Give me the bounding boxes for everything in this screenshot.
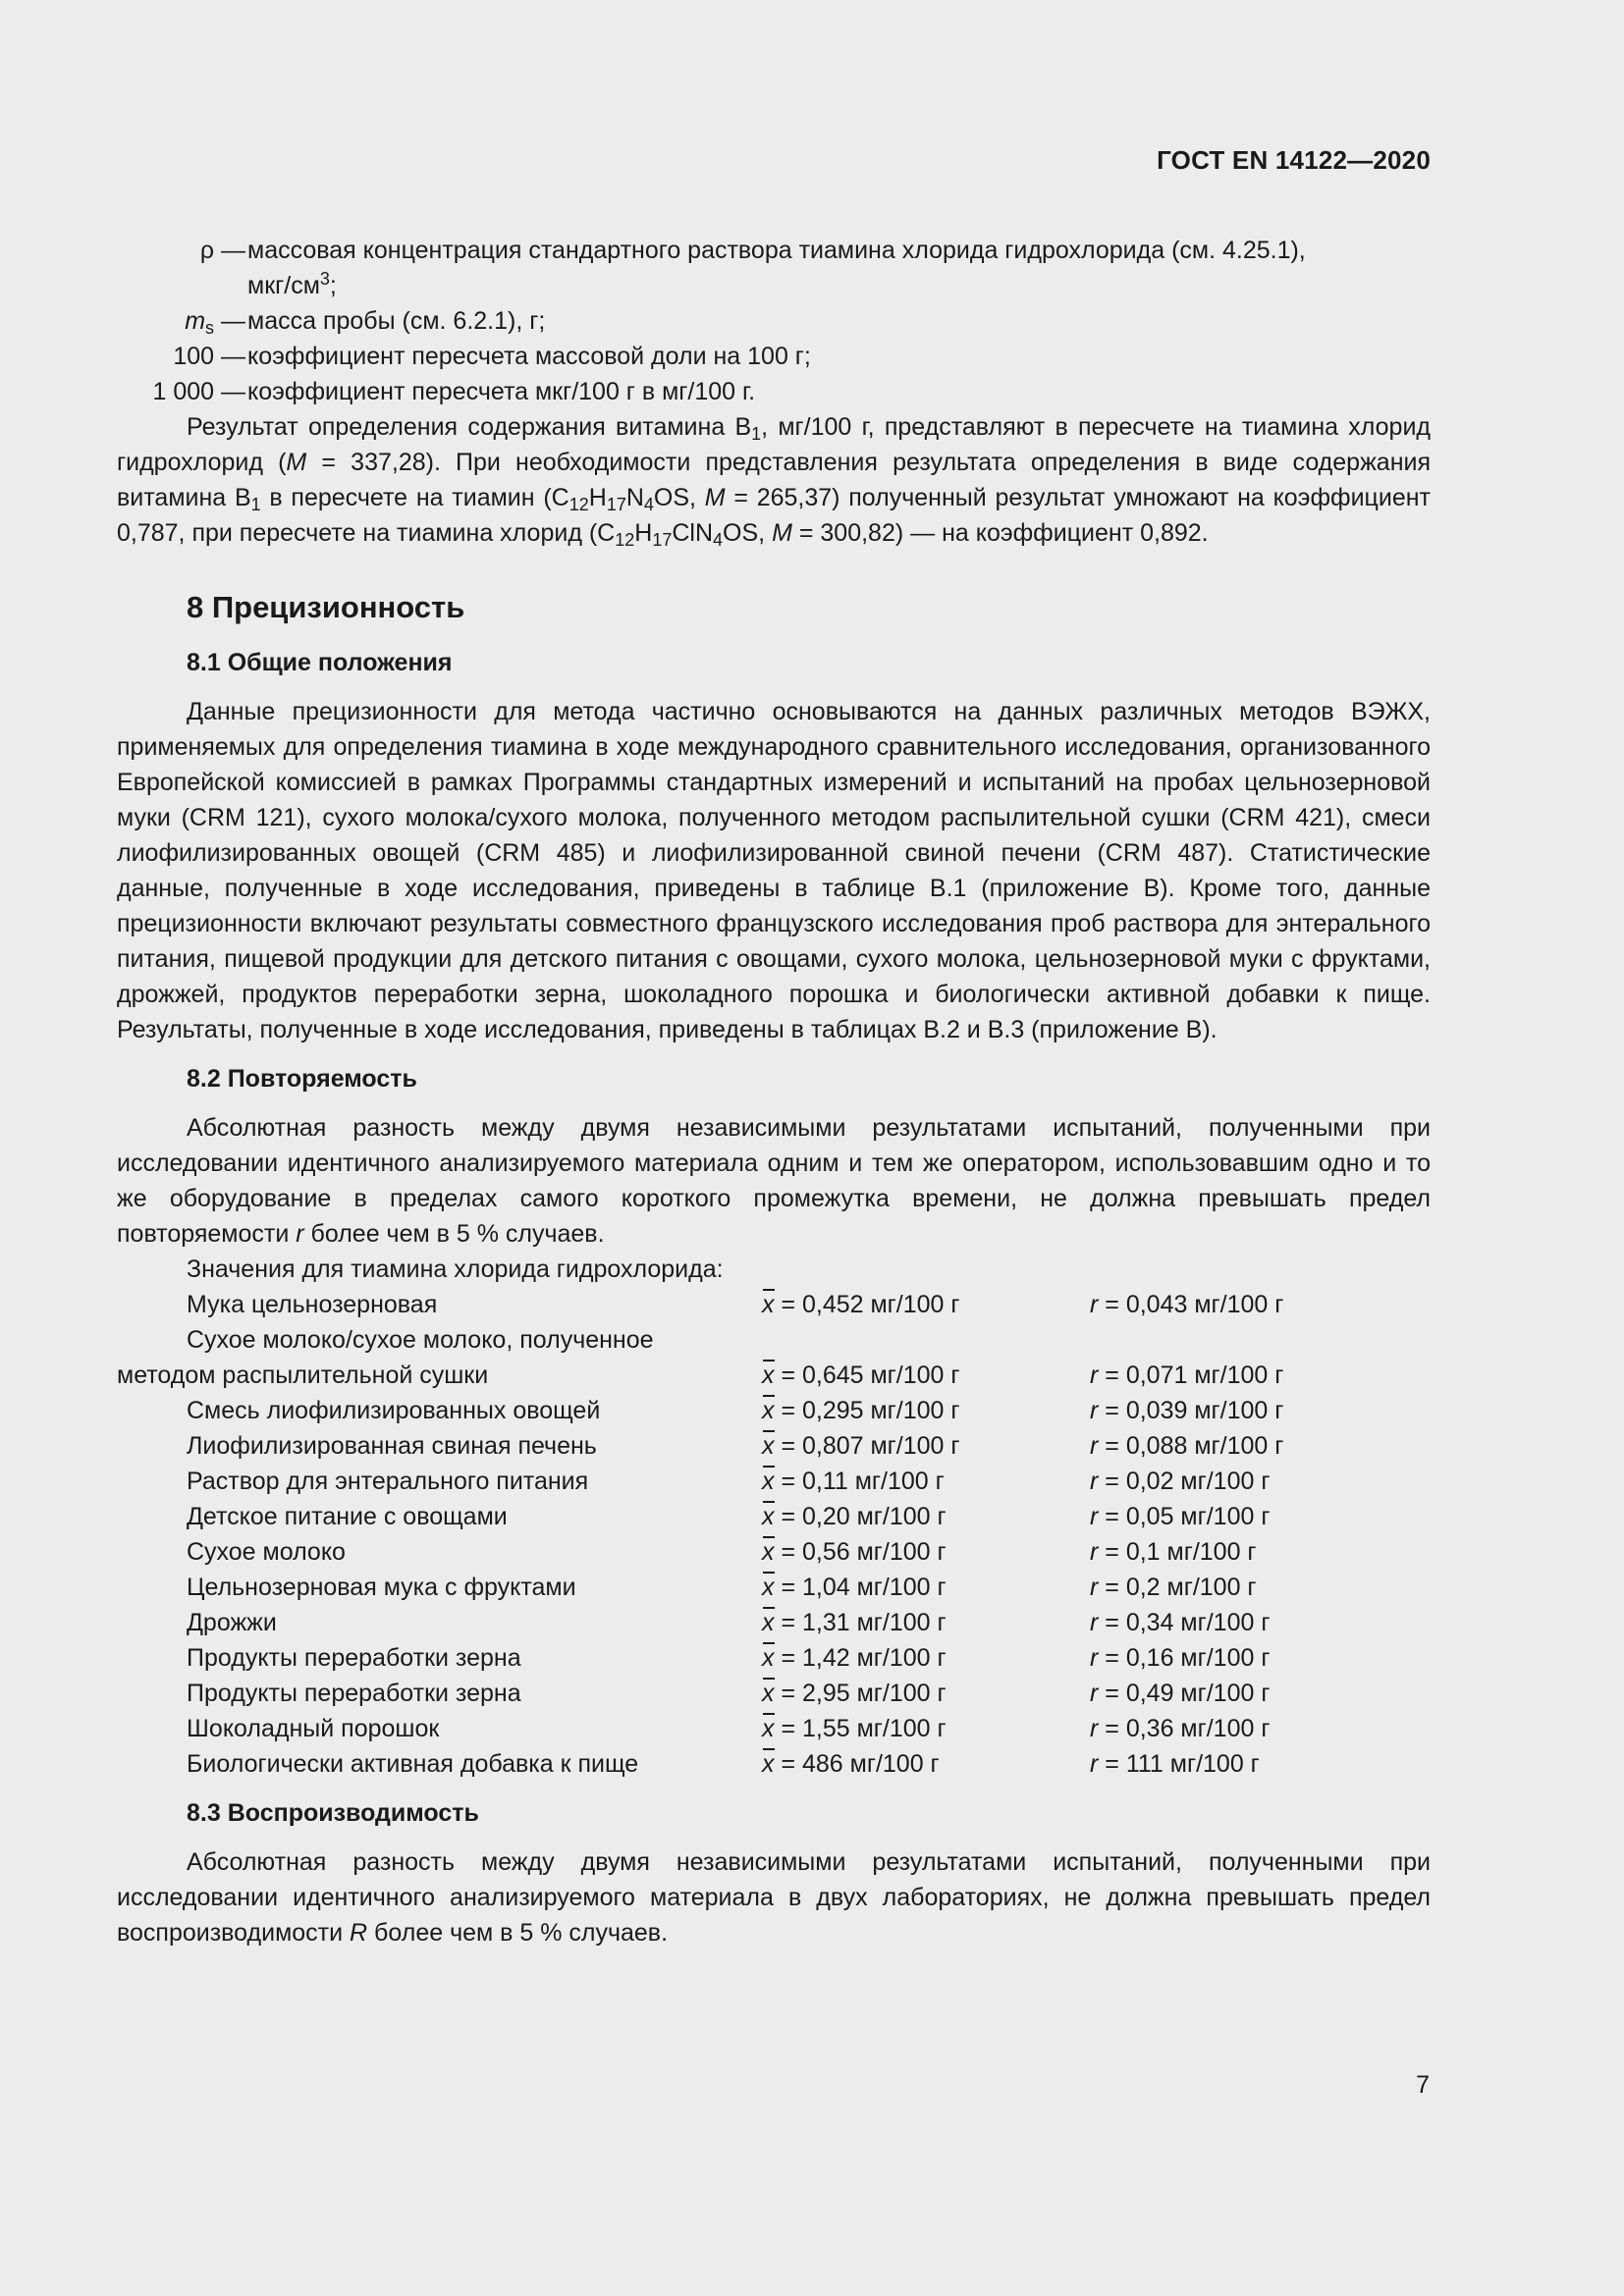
list-item: Лиофилизированная свиная печень x = 0,807 мг/100 г r = 0,088 мг/100 г — [117, 1428, 1431, 1464]
list-item: Шоколадный порошок x = 1,55 мг/100 г r = 0,36 мг/100 г — [117, 1711, 1431, 1746]
list-item: Сухое молоко/сухое молоко, полученное — [187, 1326, 654, 1354]
section-8-2-text: Абсолютная разность между двумя независимыми результатами испытаний, полученными при исследовании идентичного анализируемого материала одним и тем же оператором, использовавшим одно и то же оборудование в пределах самого короткого промежутка времени, не должна превышать предел повторяемости r более чем в 5 % случаев. — [117, 1114, 1431, 1248]
values-intro: Значения для тиамина хлорида гидрохлорида: — [187, 1255, 724, 1283]
section-8-3-title: 8.3 Воспроизводимость — [187, 1799, 479, 1827]
result-paragraph: Результат определения содержания витамина $В_1$, мг/100 г, представляют в пересчете на тиамина хлорид гидрохлорид (M = 337,28). При необходимости представления результата определения в виде содержания витамина $В_1$ в пересчете на тиамин ($C_{12}H_{17}N_4OS$, M = 265,37) полученный результат умножают на коэффициент 0,787, при пересчете на тиамина хлорид ($C_{12}H_{17}ClN_4OS$, M = 300,82) — на коэффициент 0,892. — [117, 413, 1432, 550]
section-8-1-title: 8.1 Общие положения — [187, 649, 453, 676]
definition-symbol: ρ — — [199, 237, 245, 264]
list-item: Мука цельнозерновая x = 0,452 мг/100 г r = 0,043 мг/100 г — [117, 1287, 1431, 1322]
list-item: Дрожжи x = 1,31 мг/100 г r = 0,34 мг/100 г — [117, 1605, 1431, 1640]
definition-text: коэффициент пересчета мкг/100 г в мг/100 г. — [247, 378, 756, 405]
list-item: Сухое молоко x = 0,56 мг/100 г r = 0,1 мг/100 г — [117, 1534, 1431, 1570]
definition-text: массовая концентрация стандартного раствора тиамина хлорида гидрохлорида (см. 4.25.1), — [247, 237, 1306, 264]
definition-rho-continuation: мкг/$см^3$; — [247, 269, 337, 299]
definition-100 — [117, 339, 1431, 374]
definition-ms — [117, 303, 1431, 339]
list-item: Биологически активная добавка к пище x = 486 мг/100 г r = 111 мг/100 г — [117, 1746, 1431, 1782]
definition-text: коэффициент пересчета массовой доли на 100 г; — [247, 343, 811, 370]
list-item: Цельнозерновая мука с фруктами x = 1,04 мг/100 г r = 0,2 мг/100 г — [117, 1570, 1431, 1605]
definition-symbol: 100 — — [173, 343, 245, 370]
list-item: Продукты переработки зерна x = 2,95 мг/100 г r = 0,49 мг/100 г — [117, 1676, 1431, 1711]
document-header: ГОСТ EN 14122—2020 — [1157, 145, 1431, 175]
section-8-title: 8 Прецизионность — [187, 590, 465, 624]
page-number: 7 — [1416, 2071, 1430, 2099]
definition-symbol: 1 000 — — [152, 378, 245, 405]
list-item: Смесь лиофилизированных овощей x = 0,295 мг/100 г r = 0,039 мг/100 г — [117, 1393, 1431, 1428]
page-content — [117, 233, 1431, 1950]
definition-text: масса пробы (см. 6.2.1), г; — [247, 307, 546, 335]
section-8-3-text: Абсолютная разность между двумя независимыми результатами испытаний, полученными при исследовании идентичного анализируемого материала в двух лабораториях, не должна превышать предел воспроизводимости R более чем в 5 % случаев. — [117, 1848, 1431, 1947]
definition-rho — [117, 233, 1431, 268]
list-item: Раствор для энтерального питания x = 0,11 мг/100 г r = 0,02 мг/100 г — [117, 1464, 1431, 1499]
section-8-2-title: 8.2 Повторяемость — [187, 1065, 417, 1093]
list-item: методом распылительной сушки x = 0,645 мг/100 г r = 0,071 мг/100 г — [117, 1358, 1431, 1393]
repeatability-values — [117, 1287, 1431, 1782]
list-item: Продукты переработки зерна x = 1,42 мг/100 г r = 0,16 мг/100 г — [117, 1640, 1431, 1676]
definition-1000 — [117, 374, 1431, 409]
list-item: Детское питание с овощами x = 0,20 мг/100 г r = 0,05 мг/100 г — [117, 1499, 1431, 1534]
section-8-1-text: Данные прецизионности для метода частично основываются на данных различных методов ВЭЖХ, применяемых для определения тиамина в ходе международного сравнительного исследования, организованного Европейской комиссией в рамках Программы стандартных измерений и испытаний на пробах цельнозерновой муки (CRM 121), сухого молока/сухого молока, полученного методом распылительной сушки (CRM 421), смеси лиофилизированных овощей (CRM 485) и лиофилизированной свиной печени (CRM 487). Статистические данные, полученные в ходе исследования, приведены в таблице В.1 (приложение В). Кроме того, данные прецизионности включают результаты совместного французского исследования проб раствора для энтерального питания, пищевой продукции для детского питания с овощами, сухого молока, цельнозерновой муки с фруктами, дрожжей, продуктов переработки зерна, шоколадного порошка и биологически активной добавки к пище. Результаты, полученные в ходе исследования, приведены в таблицах В.2 и В.3 (приложение В). — [117, 698, 1431, 1043]
definition-symbol: $m_s$ — — [185, 307, 245, 338]
